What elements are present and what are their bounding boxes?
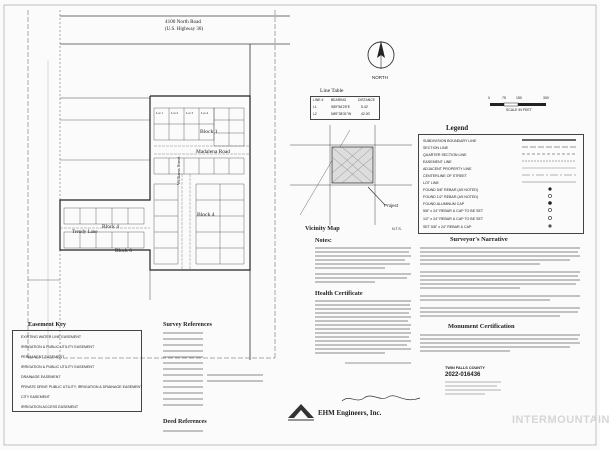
legend-title: Legend [446,124,469,132]
easement-item: PRIVATE DRIVE PUBLIC UTILITY, IRRIGATION & DRAINAGE EASEMENT [21,385,143,389]
legend-item: ADJACENT PROPERTY LINE [423,167,472,171]
legend-item: 5/8" x 24" REBAR & CAP TO BE SET [423,209,484,213]
vicinity-map [290,125,412,225]
easement-item: IRRIGATION & PUBLIC UTILITY EASEMENT [21,365,95,369]
recording-text [445,380,505,402]
block-1-label: Block 1 [200,129,218,135]
easement-item: IRRIGATION & PUBLIC UTILITY EASEMENT [21,345,95,349]
scale-tick: 75 [502,96,506,100]
legend-item: SET 5/8" x 24" REBAR & CAP [423,225,472,229]
block-4-right-label: Block 4 [197,212,215,218]
watermark: INTERMOUNTAIN [512,414,610,426]
williams-street-label: Williams Street [176,156,181,185]
legend-symbols [520,136,580,232]
line-table-cell: 42.00' [361,112,371,116]
easement-item: DRAINAGE EASEMENT [21,375,61,379]
scale-label: SCALE IN FEET [506,108,532,112]
legend-item: 1/2" x 24" REBAR & CAP TO BE SET [423,217,484,221]
easement-item: IRRIGATION ACCESS EASEMENT [21,405,79,409]
notes-text [315,246,415,290]
legend-item: FOUND ALUMINUM CAP [423,202,465,206]
monument-text [420,333,588,359]
company-logo-icon [286,400,316,422]
health-certificate-title: Health Certificate [315,290,363,297]
legend-item: CENTERLINE OF STREET [423,174,467,178]
easement-item: EXISTING WATER LINE EASEMENT [21,335,82,339]
block-6-label: Block 6 [115,248,132,254]
deed-references-title: Deed References [163,418,207,425]
line-table-cell: L2 [313,112,317,116]
scale-tick: 150 [516,96,522,100]
north-label: NORTH [372,75,388,80]
instrument-number: 2022-016436 [445,372,481,378]
madalena-road-label: Madalena Road [196,149,230,155]
narrative-text [420,246,588,322]
monument-title: Monument Certification [448,323,515,330]
survey-references-text [163,331,273,413]
narrative-title: Surveyor's Narrative [450,236,508,243]
line-table-title: Line Table [320,88,344,94]
easement-item: PERMANENT EASEMENT [21,355,65,359]
legend-item: LOT LINE [423,181,439,185]
company-name: EHM Engineers, Inc. [318,409,382,417]
lot-label: Lot 2 [171,111,179,115]
line-table-cell: N89°38'31"W [331,112,352,116]
legend-item: SECTION LINE [423,146,448,150]
legend-item: FOUND 1/2" REBAR (AS NOTED) [423,195,479,199]
lot-label: Lot 3 [186,111,194,115]
easement-item: CITY EASEMENT [21,395,50,399]
highway-label: (U.S. Highway 30) [165,27,204,32]
line-table-header: LINE # [313,98,324,102]
scale-tick: 300 [543,96,549,100]
trendy-lane-label: Trendy Lane [72,230,98,235]
legend-item: EASEMENT LINE [423,160,452,164]
line-table-cell: L1 [313,105,317,109]
surveyor-signature [340,392,430,406]
survey-references-title: Survey References [163,321,212,328]
notes-title: Notes: [315,237,332,244]
block-4-label: Block 4 [102,224,119,230]
vicinity-map-title: Vicinity Map [305,225,340,232]
easement-key-title: Easement Key [28,321,66,328]
line-table-header: BEARING [331,98,347,102]
line-table [310,96,380,120]
lot-label: Lot 4 [201,111,209,115]
line-table-cell: S89°56'25"E [331,105,351,109]
county-label: TWIN FALLS COUNTY [445,366,485,370]
vicinity-scale: N.T.S. [392,227,402,231]
legend-item: SUBDIVISION BOUNDARY LINE [423,139,477,143]
health-certificate-text [315,299,415,367]
project-label: Project [384,203,399,208]
north-road-label: 4100 North Road [165,19,202,25]
legend-item: FOUND 5/8" REBAR (AS NOTED) [423,188,479,192]
line-table-header: DISTANCE [358,98,375,102]
easement-key-box [12,330,142,412]
legend-item: QUARTER SECTION LINE [423,153,467,157]
lot-label: Lot 1 [156,111,164,115]
deed-references-text [163,428,223,438]
scale-tick: 0 [488,96,490,100]
line-table-cell: 5.42' [361,105,369,109]
